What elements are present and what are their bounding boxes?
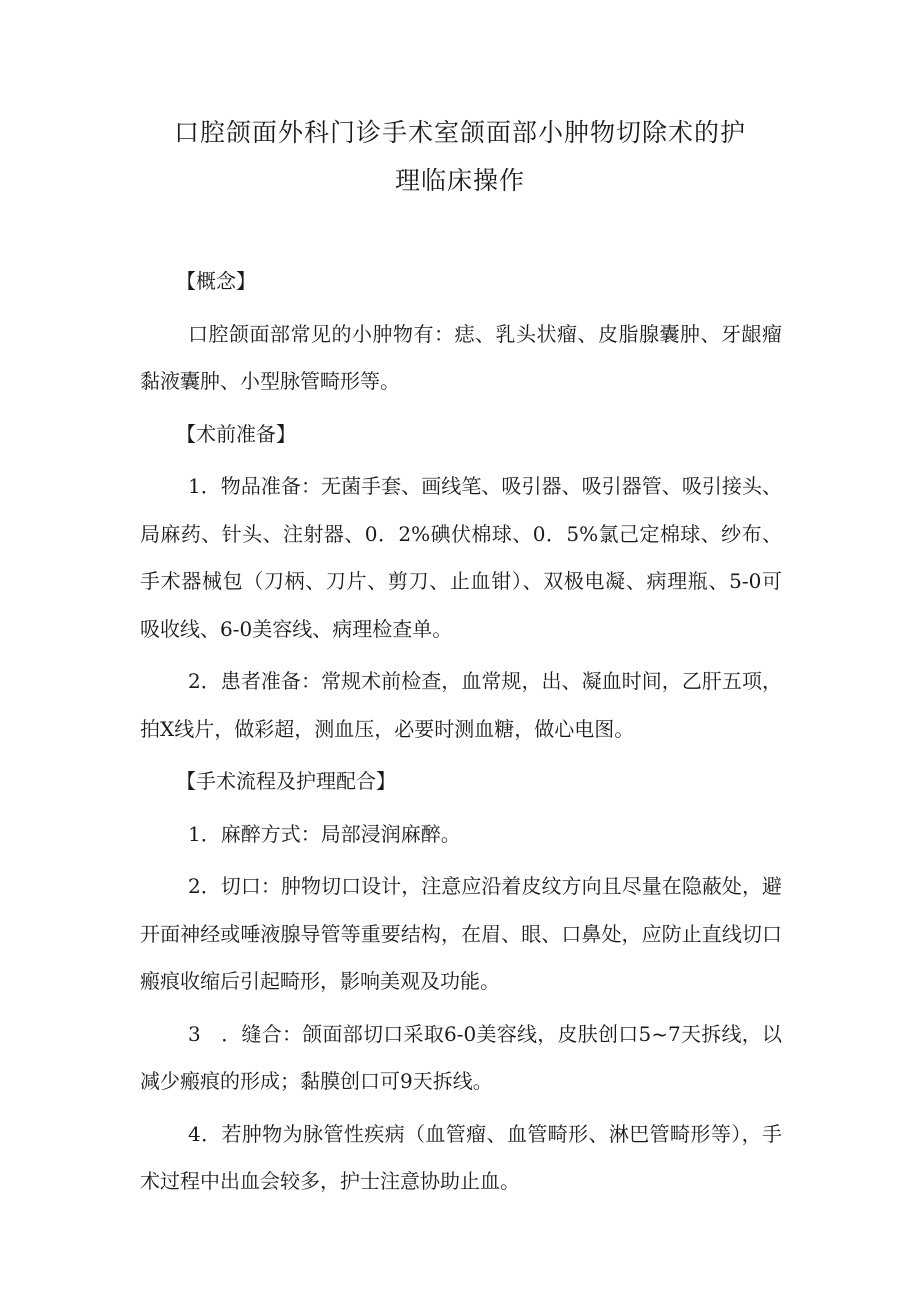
document-body — [140, 258, 782, 1211]
procedure-anesthesia-paragraph: 1．麻醉方式：局部浸润麻醉。 — [188, 821, 461, 846]
concept-paragraph: 口腔颌面部常见的小肿物有：痣、乳头状瘤、皮脂腺囊肿、牙龈瘤黏液囊肿、小型脉管畸形等。 — [140, 321, 782, 393]
section-heading-preop: 【术前准备】 — [176, 421, 296, 446]
procedure-bleeding-paragraph: 4．若肿物为脉管性疾病（血管瘤、血管畸形、淋巴管畸形等），手术过程中出血会较多，护士注意协助止血。 — [140, 1121, 782, 1193]
document-title-line-2: 理临床操作 — [394, 166, 525, 195]
procedure-incision-paragraph: 2．切口：肿物切口设计，注意应沿着皮纹方向且尽量在隐蔽处，避开面神经或唾液腺导管等重要结构，在眉、眼、口鼻处，应防止直线切口瘢痕收缩后引起畸形，影响美观及功能。 — [140, 874, 782, 993]
preop-patient-paragraph: 2．患者准备：常规术前检查，血常规，出、凝血时间，乙肝五项，拍X线片，做彩超，测血压，必要时测血糖，做心电图。 — [140, 669, 782, 741]
section-heading-procedure: 【手术流程及护理配合】 — [176, 769, 396, 793]
preop-supplies-paragraph: 1．物品准备：无菌手套、画线笔、吸引器、吸引器管、吸引接头、局麻药、针头、注射器、0．2%碘伏棉球、0．5%氯己定棉球、纱布、手术器械包（刀柄、刀片、剪刀、止血钳）、双极电凝、病理瓶、5-0可吸收线、6-0美容线、病理检查单。 — [140, 474, 782, 641]
section-heading-concept: 【概念】 — [176, 269, 256, 293]
document-title-line-1: 口腔颌面外科门诊手术室颌面部小肿物切除术的护 — [173, 118, 746, 147]
procedure-suture-paragraph: 3 ．缝合：颌面部切口采取6-0美容线，皮肤创口5~7天拆线，以减少瘢痕的形成；黏膜创口可9天拆线。 — [140, 1021, 782, 1093]
